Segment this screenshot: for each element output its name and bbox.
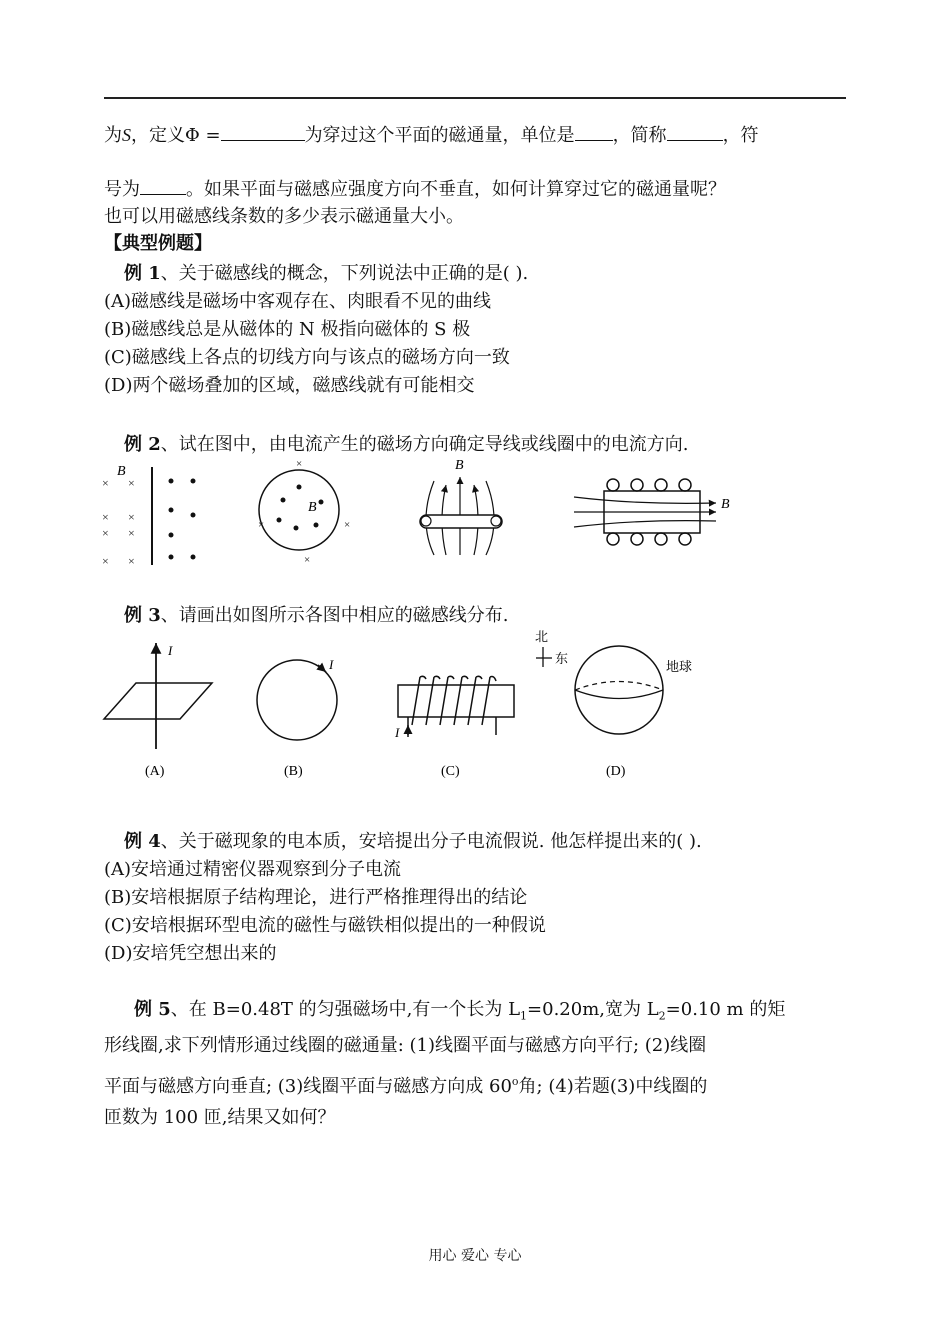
section-title: 【典型例题】 <box>104 233 212 254</box>
ex2-fig3-ring-field <box>420 458 502 555</box>
ex2-fig2-loop <box>258 458 350 566</box>
ex3-caption-c: (C) <box>441 764 460 779</box>
ex4-option-d: (D)安培凭空想出来的 <box>104 943 277 964</box>
svg-text:×: × <box>128 526 135 540</box>
ex3-current-b: I <box>329 657 334 672</box>
ex3-caption-b: (B) <box>284 764 303 779</box>
ex2-label: 例 2 <box>124 434 161 455</box>
svg-text:×: × <box>296 458 303 470</box>
ex4-option-c: (C)安培根据环型电流的磁性与磁铁相似提出的一种假说 <box>104 915 546 936</box>
ex3-caption-a: (A) <box>145 764 165 779</box>
page-footer: 用心 爱心 专心 <box>428 1248 522 1264</box>
intro-text: 。如果平面与磁感应强度方向不垂直，如何计算穿过它的磁通量呢？ <box>186 179 726 200</box>
svg-text:×: × <box>128 554 135 568</box>
ex2-figures <box>0 455 950 575</box>
ex2-question: 、试在图中，由电流产生的磁场方向确定导线或线圈中的电流方向. <box>160 434 689 455</box>
ex5-text: 、在 B=0.48T 的匀强磁场中,有一个长为 L <box>170 999 521 1020</box>
ex4-label: 例 4 <box>124 831 161 852</box>
ex4-option-b: (B)安培根据原子结构理论，进行严格推理得出的结论 <box>104 887 528 908</box>
ex3-current-c: I <box>395 725 400 740</box>
ex3-fig-a <box>104 643 212 779</box>
ex5-text: 平面与磁感方向垂直; (3)线圈平面与磁感方向成 60 <box>104 1076 512 1097</box>
svg-text:×: × <box>258 519 265 531</box>
intro-line-3: 也可以用磁感线条数的多少表示磁通量大小。 <box>104 206 464 227</box>
ex2-fig1-straight-wire <box>102 464 196 568</box>
svg-text:×: × <box>102 476 109 490</box>
symbol-s: S <box>122 125 131 145</box>
blank-abbrev[interactable] <box>667 122 723 141</box>
ex5-text: 角; (4)若题(3)中线圈的 <box>518 1076 708 1097</box>
ex5-text: =0.10 m 的矩 <box>665 999 786 1020</box>
ex5-line-1 <box>134 997 785 1030</box>
intro-text: 为穿过这个平面的磁通量，单位是 <box>304 125 575 146</box>
ex3-east-label: 东 <box>555 651 569 666</box>
intro-text: 号为 <box>104 179 140 200</box>
ex1-option-d: (D)两个磁场叠加的区域，磁感线就有可能相交 <box>104 375 475 396</box>
ex5-degree: o <box>511 1075 519 1088</box>
ex1-option-c: (C)磁感线上各点的切线方向与该点的磁场方向一致 <box>104 347 510 368</box>
ex1-option-a: (A)磁感线是磁场中客观存在、肉眼看不见的曲线 <box>104 291 492 312</box>
ex3-label: 例 3 <box>124 605 161 626</box>
svg-text:×: × <box>128 476 135 490</box>
ex2-fig4-solenoid <box>574 479 730 545</box>
ex3-fig-b <box>257 657 337 779</box>
intro-text: 为 <box>104 125 122 146</box>
ex1-option-b: (B)磁感线总是从磁体的 N 极指向磁体的 S 极 <box>104 319 471 340</box>
ex2-b-label-2: B <box>308 500 317 515</box>
ex3-figures <box>0 625 950 785</box>
ex5-line-3 <box>104 1069 707 1100</box>
ex3-earth-label: 地球 <box>666 659 693 674</box>
ex4-question: 、关于磁现象的电本质，安培提出分子电流假说. 他怎样提出来的( ). <box>160 831 702 852</box>
blank-unit[interactable] <box>575 122 613 141</box>
ex3-north-label: 北 <box>535 629 549 644</box>
ex5-label: 例 5 <box>134 999 171 1020</box>
ex5-line-4: 匝数为 100 匝,结果又如何？ <box>104 1107 336 1128</box>
ex5-line-2: 形线圈,求下列情形通过线圈的磁通量: (1)线圈平面与磁感方向平行; (2)线圈 <box>104 1035 707 1056</box>
svg-text:×: × <box>344 519 351 531</box>
svg-text:×: × <box>102 554 109 568</box>
intro-text: ，符 <box>722 125 759 146</box>
ex1-label: 例 1 <box>124 263 161 284</box>
intro-text: ，简称 <box>612 125 667 146</box>
ex2-b-label-4: B <box>721 497 730 512</box>
intro-text: ，定义Φ = <box>131 125 221 146</box>
blank-definition[interactable] <box>221 122 305 141</box>
ex5-text: =0.20m,宽为 L <box>527 999 659 1020</box>
blank-symbol[interactable] <box>140 176 186 195</box>
svg-text:×: × <box>304 554 311 566</box>
svg-text:×: × <box>102 510 109 524</box>
ex4-stem <box>124 829 702 855</box>
ex2-b-label-3: B <box>455 458 464 473</box>
ex3-caption-d: (D) <box>606 764 626 779</box>
intro-line-2 <box>104 176 726 203</box>
ex2-b-label-1: B <box>117 464 126 479</box>
ex1-question: 、关于磁感线的概念，下列说法中正确的是( ). <box>160 263 529 284</box>
intro-line-1 <box>104 122 759 149</box>
header-rule <box>104 97 846 99</box>
svg-text:×: × <box>128 510 135 524</box>
ex3-current-a: I <box>168 643 173 658</box>
ex5-sub-2: 2 <box>658 1009 666 1023</box>
ex4-option-a: (A)安培通过精密仪器观察到分子电流 <box>104 859 402 880</box>
ex3-question: 、请画出如图所示各图中相应的磁感线分布. <box>160 605 509 626</box>
ex3-fig-d <box>535 629 692 779</box>
ex5-sub-1: 1 <box>520 1009 528 1023</box>
ex1-stem <box>124 261 528 287</box>
svg-text:×: × <box>102 526 109 540</box>
ex3-fig-c <box>394 676 514 779</box>
